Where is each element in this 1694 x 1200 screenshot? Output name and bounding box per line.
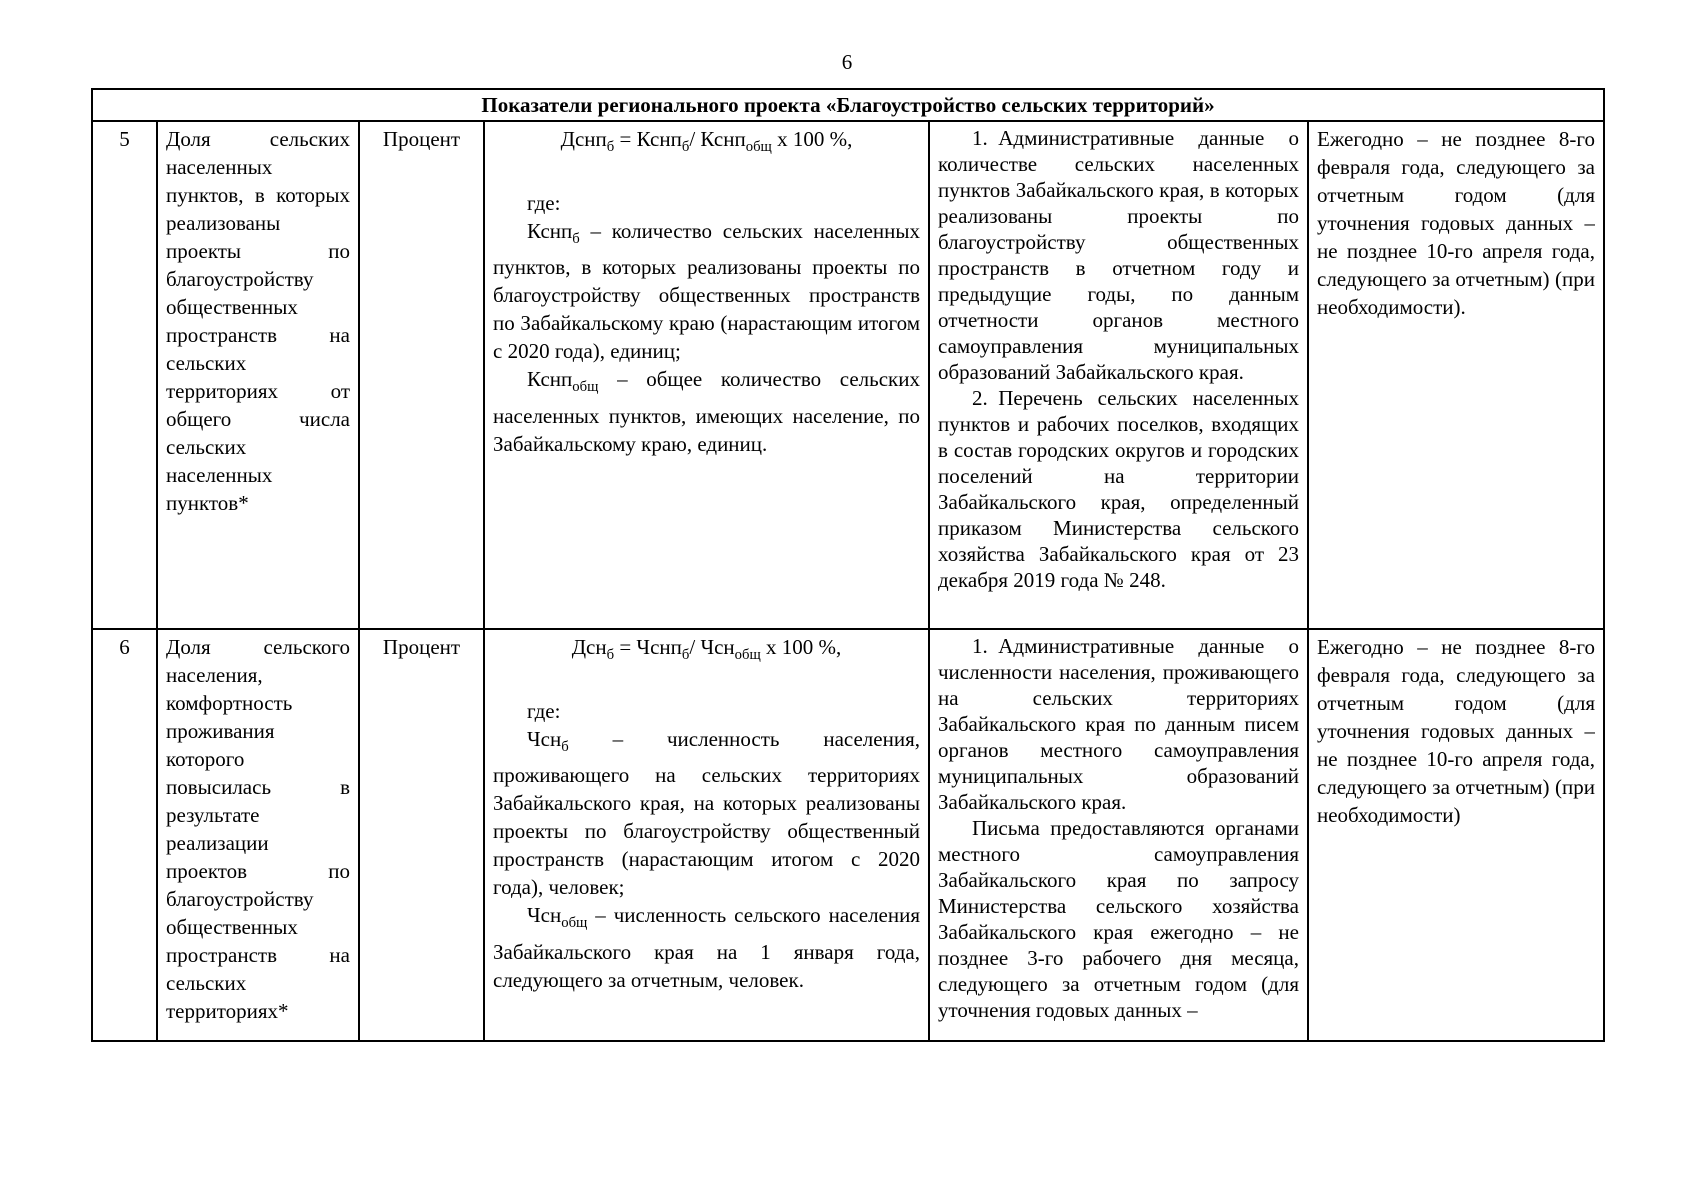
source-paragraph: 2. Перечень сельских населенных пунктов и рабочих поселков, входящих в состав городских округов и городских поселений на территории Забайкальского края, определенный приказом Министерства сельского хозяйства Забайкальского края от 23 декабря 2019 года № 248.: [938, 386, 1299, 592]
table-row-6: [92, 629, 1604, 1041]
indicator-name-cell: [157, 629, 359, 1041]
indicators-table: [91, 88, 1605, 1042]
unit-value: Процент: [382, 127, 461, 151]
formula-definition: Кснп$_б$ – количество сельских населенных пунктов, в которых реализованы проекты по благоустройству общественных пространств по Забайкальскому краю (нарастающим итогом с 2020 года), единиц;: [493, 219, 920, 364]
source-paragraph: Письма предоставляются органами местного самоуправления Забайкальского края по запросу Министерства сельского хозяйства Забайкальского края ежегодно – не позднее 3-го рабочего дня месяца, следующего за отчетным годом (для уточнения годовых данных –: [938, 816, 1299, 1022]
formula-definition: Чсн$_{общ}$ – численность сельского населения Забайкальского края на 1 января года, следующего за отчетным, человек.: [493, 903, 920, 992]
indicator-name-cell: [157, 121, 359, 629]
formula-expression: Дсн$_б$ = Чснп$_б$/ Чсн$_{общ}$ х 100 %,: [571, 635, 842, 664]
unit-value: Процент: [382, 635, 461, 659]
formula-definitions: [493, 217, 920, 457]
indicator-name: Доля сельского населения, комфортность проживания которого повысилась в результате реализации проектов по благоустройству общественных пространств на сельских территориях*: [166, 635, 350, 1023]
timing-cell: [1308, 121, 1604, 629]
formula-cell: [484, 629, 929, 1041]
source-cell: [929, 629, 1308, 1041]
row-number: 5: [119, 127, 130, 151]
timing-text: Ежегодно – не позднее 8-го февраля года, следующего за отчетным годом (для уточнения годовых данных – не позднее 10-го апреля года, следующего за отчетным) (при необходимости): [1317, 635, 1595, 827]
table-title: Показатели регионального проекта «Благоустройство сельских территорий»: [92, 89, 1604, 121]
timing-text: Ежегодно – не позднее 8-го февраля года, следующего за отчетным годом (для уточнения годовых данных – не позднее 10-го апреля года, следующего за отчетным) (при необходимости).: [1317, 127, 1595, 319]
source-paragraph: 1. Административные данные о количестве сельских населенных пунктов Забайкальского края, в которых реализованы проекты по благоустройству общественных пространств в отчетном году и предыдущие годы, по данным отчетности органов местного самоуправления муниципальных образований Забайкальского края.: [938, 126, 1299, 384]
row-number-cell: [92, 629, 157, 1041]
source-paragraphs: [938, 633, 1299, 1037]
where-label: где:: [527, 191, 561, 216]
row-number: 6: [119, 635, 130, 659]
formula-definition: Чсн$_б$ – численность населения, проживающего на сельских территориях Забайкальского края, на которых реализованы проекты по благоустройству общественный пространств (нарастающим итогом с 2020 года), человек;: [493, 727, 920, 900]
where-label: где:: [527, 699, 561, 724]
formula-cell: [484, 121, 929, 629]
page-number: 6: [841, 50, 853, 74]
source-paragraph: 1. Административные данные о численности населения, проживающего на сельских территориях Забайкальского края по данным писем органов местного самоуправления муниципальных образований Забайкальского края.: [938, 634, 1299, 814]
source-cell: [929, 121, 1308, 629]
timing-cell: [1308, 629, 1604, 1041]
row-number-cell: [92, 121, 157, 629]
table-row-5: [92, 121, 1604, 629]
formula-expression: Дснп$_б$ = Кснп$_б$/ Кснп$_{общ}$ х 100 %,: [560, 127, 853, 156]
source-paragraphs: [938, 125, 1299, 625]
formula-definition: Кснп$_{общ}$ – общее количество сельских населенных пунктов, имеющих население, по Забайкальскому краю, единиц.: [493, 367, 920, 456]
unit-cell: [359, 629, 484, 1041]
indicator-name: Доля сельских населенных пунктов, в которых реализованы проекты по благоустройству общественных пространств на сельских территориях от общего числа сельских населенных пунктов*: [166, 127, 350, 515]
formula-definitions: [493, 725, 920, 993]
table-title-row: [92, 89, 1604, 121]
unit-cell: [359, 121, 484, 629]
